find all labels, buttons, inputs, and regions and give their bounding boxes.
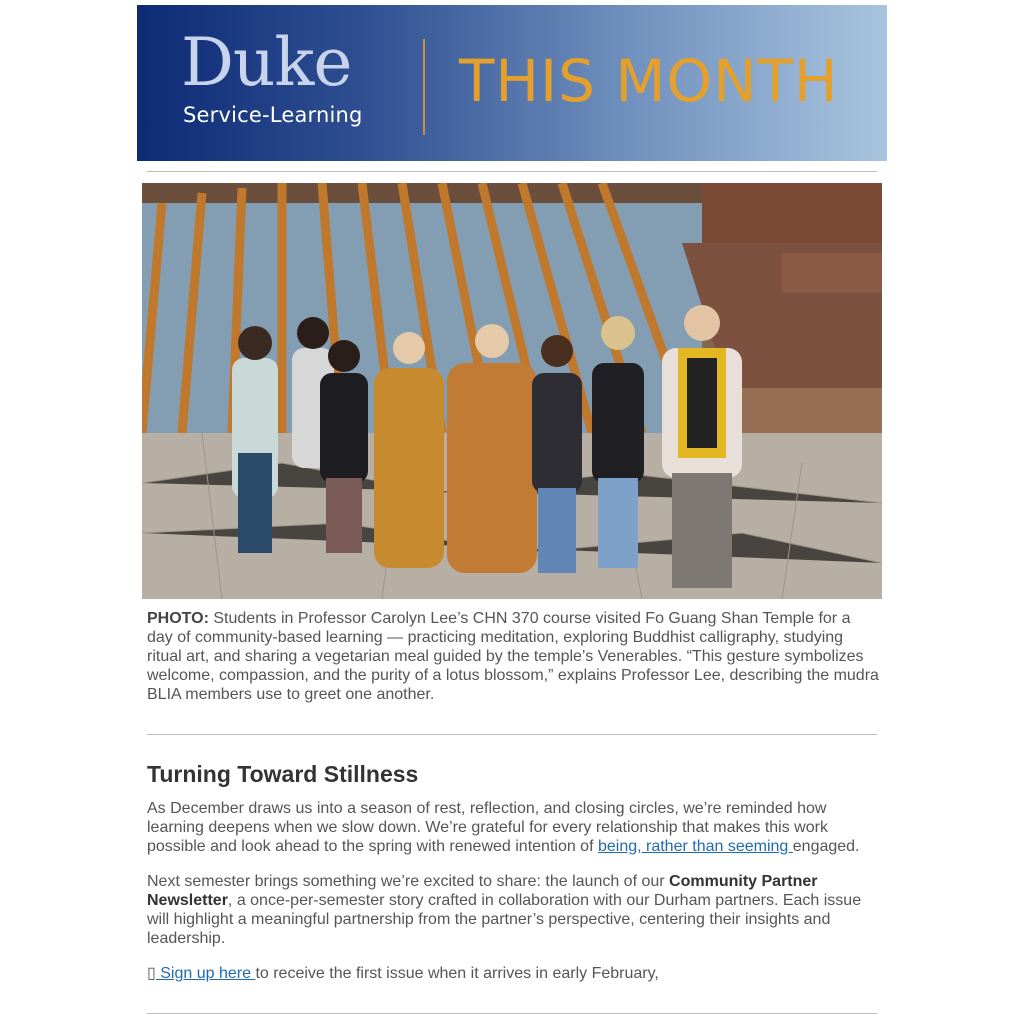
banner-divider — [423, 39, 425, 135]
newsletter-name: Community Partner Newsletter — [147, 873, 818, 909]
photo-illustration — [142, 183, 882, 599]
temple-group-photo — [142, 183, 882, 599]
duke-logo-wordmark: Duke — [181, 24, 352, 101]
caption-label: PHOTO: — [147, 610, 209, 627]
banner-title: THIS MONTH — [459, 47, 839, 115]
signup-paragraph — [147, 964, 872, 983]
sign-up-link[interactable]: Sign up here — [155, 965, 256, 982]
being-rather-than-seeming-link[interactable]: being, rather than seeming — [597, 838, 793, 855]
newsletter-paragraph — [147, 872, 872, 948]
signup-text: to receive the first issue when it arrives in early February, — [255, 965, 659, 982]
divider-bottom — [147, 1013, 877, 1014]
divider-top — [147, 171, 877, 172]
newsletter-lead: Next semester brings something we’re excited to share: the launch of our — [147, 873, 670, 890]
intro-paragraph — [147, 799, 872, 856]
section-heading: Turning Toward Stillness — [147, 761, 419, 787]
caption-text: Students in Professor Carolyn Lee’s CHN 370 course visited Fo Guang Shan Temple for a day of community-based learning — practicing meditation, exploring Buddhist calligraphy, studying ritual art, and sharing a vegetarian meal guided by the temple’s Venerables. “This gesture symbolizes welcome, compassion, and the purity of a lotus blossom,” explains Professor Lee, describing the mudra BLIA members use to greet one another. — [147, 610, 879, 703]
signup-icon: ▯ — [147, 965, 156, 982]
photo-caption — [147, 609, 879, 704]
divider-middle — [147, 734, 877, 735]
newsletter-text: , a once-per-semester story crafted in collaboration with our Durham partners. Each issue will highlight a meaningful partnership from the partner’s perspective, centering their insights and leadership. — [147, 892, 862, 947]
header-banner — [137, 5, 887, 161]
duke-logo-subtitle: Service-Learning — [183, 103, 363, 127]
intro-tail: engaged. — [792, 838, 860, 855]
intro-text: As December draws us into a season of rest, reflection, and closing circles, we’re reminded how learning deepens when we slow down. We’re grateful for every relationship that makes this work possible and look ahead to the spring with renewed intention of — [147, 800, 828, 855]
